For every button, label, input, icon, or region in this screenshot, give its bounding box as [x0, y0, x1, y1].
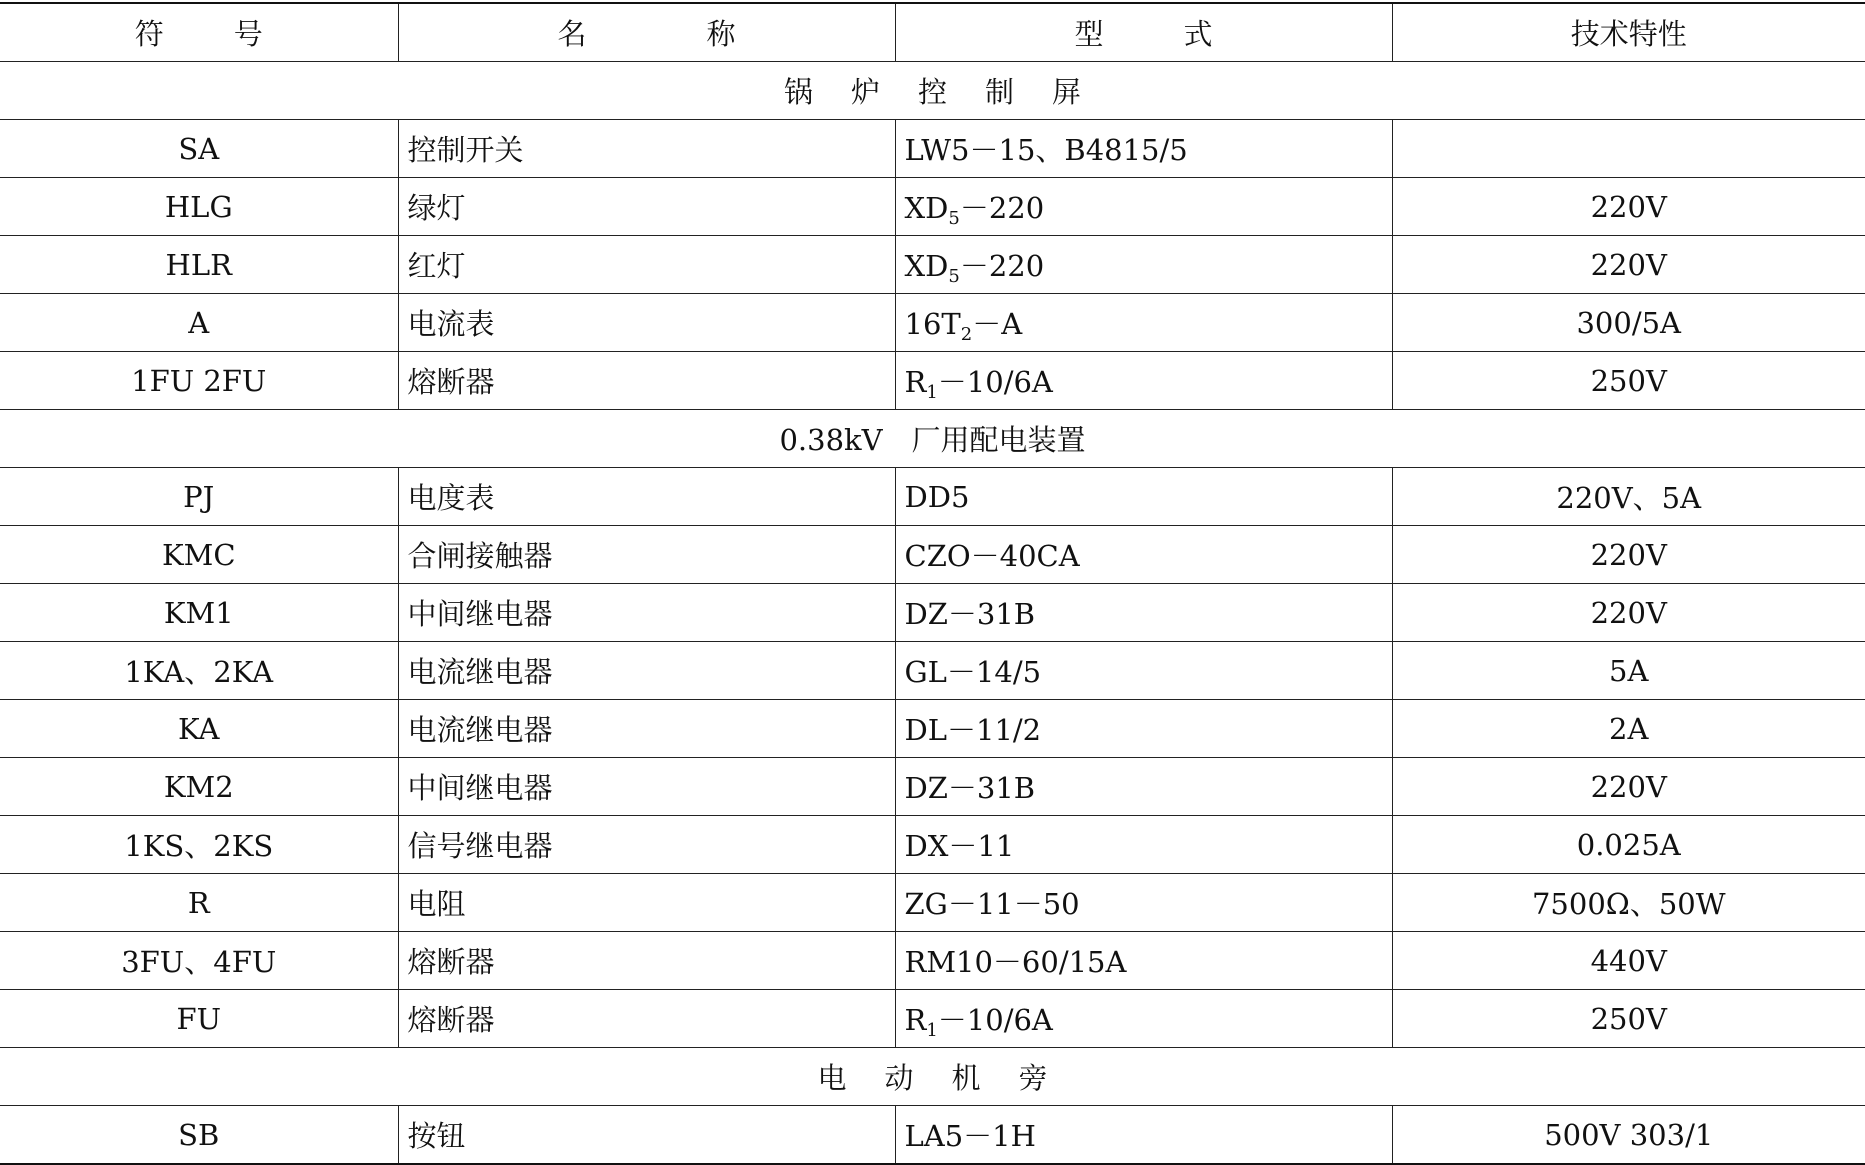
cell-symbol: 3FU、4FU [0, 932, 398, 990]
header-model: 型 式 [895, 3, 1392, 62]
cell-name: 电度表 [398, 468, 895, 526]
cell-name: 熔断器 [398, 990, 895, 1048]
cell-name: 熔断器 [398, 932, 895, 990]
table-row [0, 236, 1865, 294]
section-row-boiler-control-panel [0, 62, 1865, 120]
section-row-motor-side [0, 1048, 1865, 1106]
cell-spec: 440V [1392, 932, 1865, 990]
cell-name: 电流继电器 [398, 642, 895, 700]
cell-spec: 220V、5A [1392, 468, 1865, 526]
cell-symbol: KMC [0, 526, 398, 584]
table-row [0, 642, 1865, 700]
cell-model: ZG－11－50 [895, 874, 1392, 932]
table-row [0, 932, 1865, 990]
cell-spec: 220V [1392, 526, 1865, 584]
equipment-table [0, 2, 1865, 1165]
cell-spec: 220V [1392, 178, 1865, 236]
table-row [0, 700, 1865, 758]
cell-spec: 500V 303/1 [1392, 1106, 1865, 1165]
cell-name: 按钮 [398, 1106, 895, 1165]
table-row [0, 468, 1865, 526]
cell-name: 绿灯 [398, 178, 895, 236]
cell-symbol: SB [0, 1106, 398, 1165]
cell-model: LW5－15、B4815/5 [895, 120, 1392, 178]
table-row [0, 352, 1865, 410]
cell-name: 红灯 [398, 236, 895, 294]
cell-model: DZ－31B [895, 584, 1392, 642]
cell-model: $R_1-10/6A$ [895, 352, 1392, 410]
cell-spec: 5A [1392, 642, 1865, 700]
table-row [0, 758, 1865, 816]
cell-symbol: KM1 [0, 584, 398, 642]
cell-model: $XD_5-220$ [895, 236, 1392, 294]
cell-spec: 220V [1392, 758, 1865, 816]
cell-spec: 250V [1392, 352, 1865, 410]
cell-spec: 0.025A [1392, 816, 1865, 874]
table-row [0, 294, 1865, 352]
header-spec: 技术特性 [1392, 3, 1865, 62]
table-row [0, 120, 1865, 178]
cell-spec: 250V [1392, 990, 1865, 1048]
cell-symbol: 1KA、2KA [0, 642, 398, 700]
cell-name: 电流继电器 [398, 700, 895, 758]
table-row [0, 178, 1865, 236]
cell-spec: 220V [1392, 236, 1865, 294]
table-row [0, 874, 1865, 932]
cell-symbol: A [0, 294, 398, 352]
cell-symbol: HLG [0, 178, 398, 236]
cell-symbol: FU [0, 990, 398, 1048]
table-row [0, 584, 1865, 642]
cell-model: RM10－60/15A [895, 932, 1392, 990]
header-name: 名 称 [398, 3, 895, 62]
table-row [0, 990, 1865, 1048]
header-symbol: 符 号 [0, 3, 398, 62]
cell-symbol: 1FU 2FU [0, 352, 398, 410]
cell-spec: 7500Ω、50W [1392, 874, 1865, 932]
cell-model: DX－11 [895, 816, 1392, 874]
table-row [0, 1106, 1865, 1165]
cell-model: $R_1-10/6A$ [895, 990, 1392, 1048]
section-title: 0.38kV 厂用配电装置 [0, 410, 1865, 468]
cell-symbol: KM2 [0, 758, 398, 816]
cell-symbol: R [0, 874, 398, 932]
cell-symbol: KA [0, 700, 398, 758]
cell-name: 中间继电器 [398, 758, 895, 816]
cell-name: 合闸接触器 [398, 526, 895, 584]
cell-model: $XD_5-220$ [895, 178, 1392, 236]
cell-symbol: PJ [0, 468, 398, 526]
cell-model: DD5 [895, 468, 1392, 526]
cell-model: DL－11/2 [895, 700, 1392, 758]
cell-symbol: HLR [0, 236, 398, 294]
cell-name: 电阻 [398, 874, 895, 932]
cell-name: 电流表 [398, 294, 895, 352]
section-title: 电 动 机 旁 [0, 1048, 1865, 1106]
table-row [0, 816, 1865, 874]
cell-name: 控制开关 [398, 120, 895, 178]
table-row [0, 526, 1865, 584]
cell-model: $16T_2-A$ [895, 294, 1392, 352]
cell-symbol: SA [0, 120, 398, 178]
section-row-distribution [0, 410, 1865, 468]
cell-name: 熔断器 [398, 352, 895, 410]
cell-symbol: 1KS、2KS [0, 816, 398, 874]
cell-model: GL－14/5 [895, 642, 1392, 700]
cell-name: 信号继电器 [398, 816, 895, 874]
cell-model: CZO－40CA [895, 526, 1392, 584]
table-header-row [0, 3, 1865, 62]
section-title: 锅 炉 控 制 屏 [0, 62, 1865, 120]
cell-spec: 300/5A [1392, 294, 1865, 352]
cell-model: DZ－31B [895, 758, 1392, 816]
cell-spec: 2A [1392, 700, 1865, 758]
cell-spec: 220V [1392, 584, 1865, 642]
cell-model: LA5－1H [895, 1106, 1392, 1165]
cell-spec [1392, 120, 1865, 178]
cell-name: 中间继电器 [398, 584, 895, 642]
